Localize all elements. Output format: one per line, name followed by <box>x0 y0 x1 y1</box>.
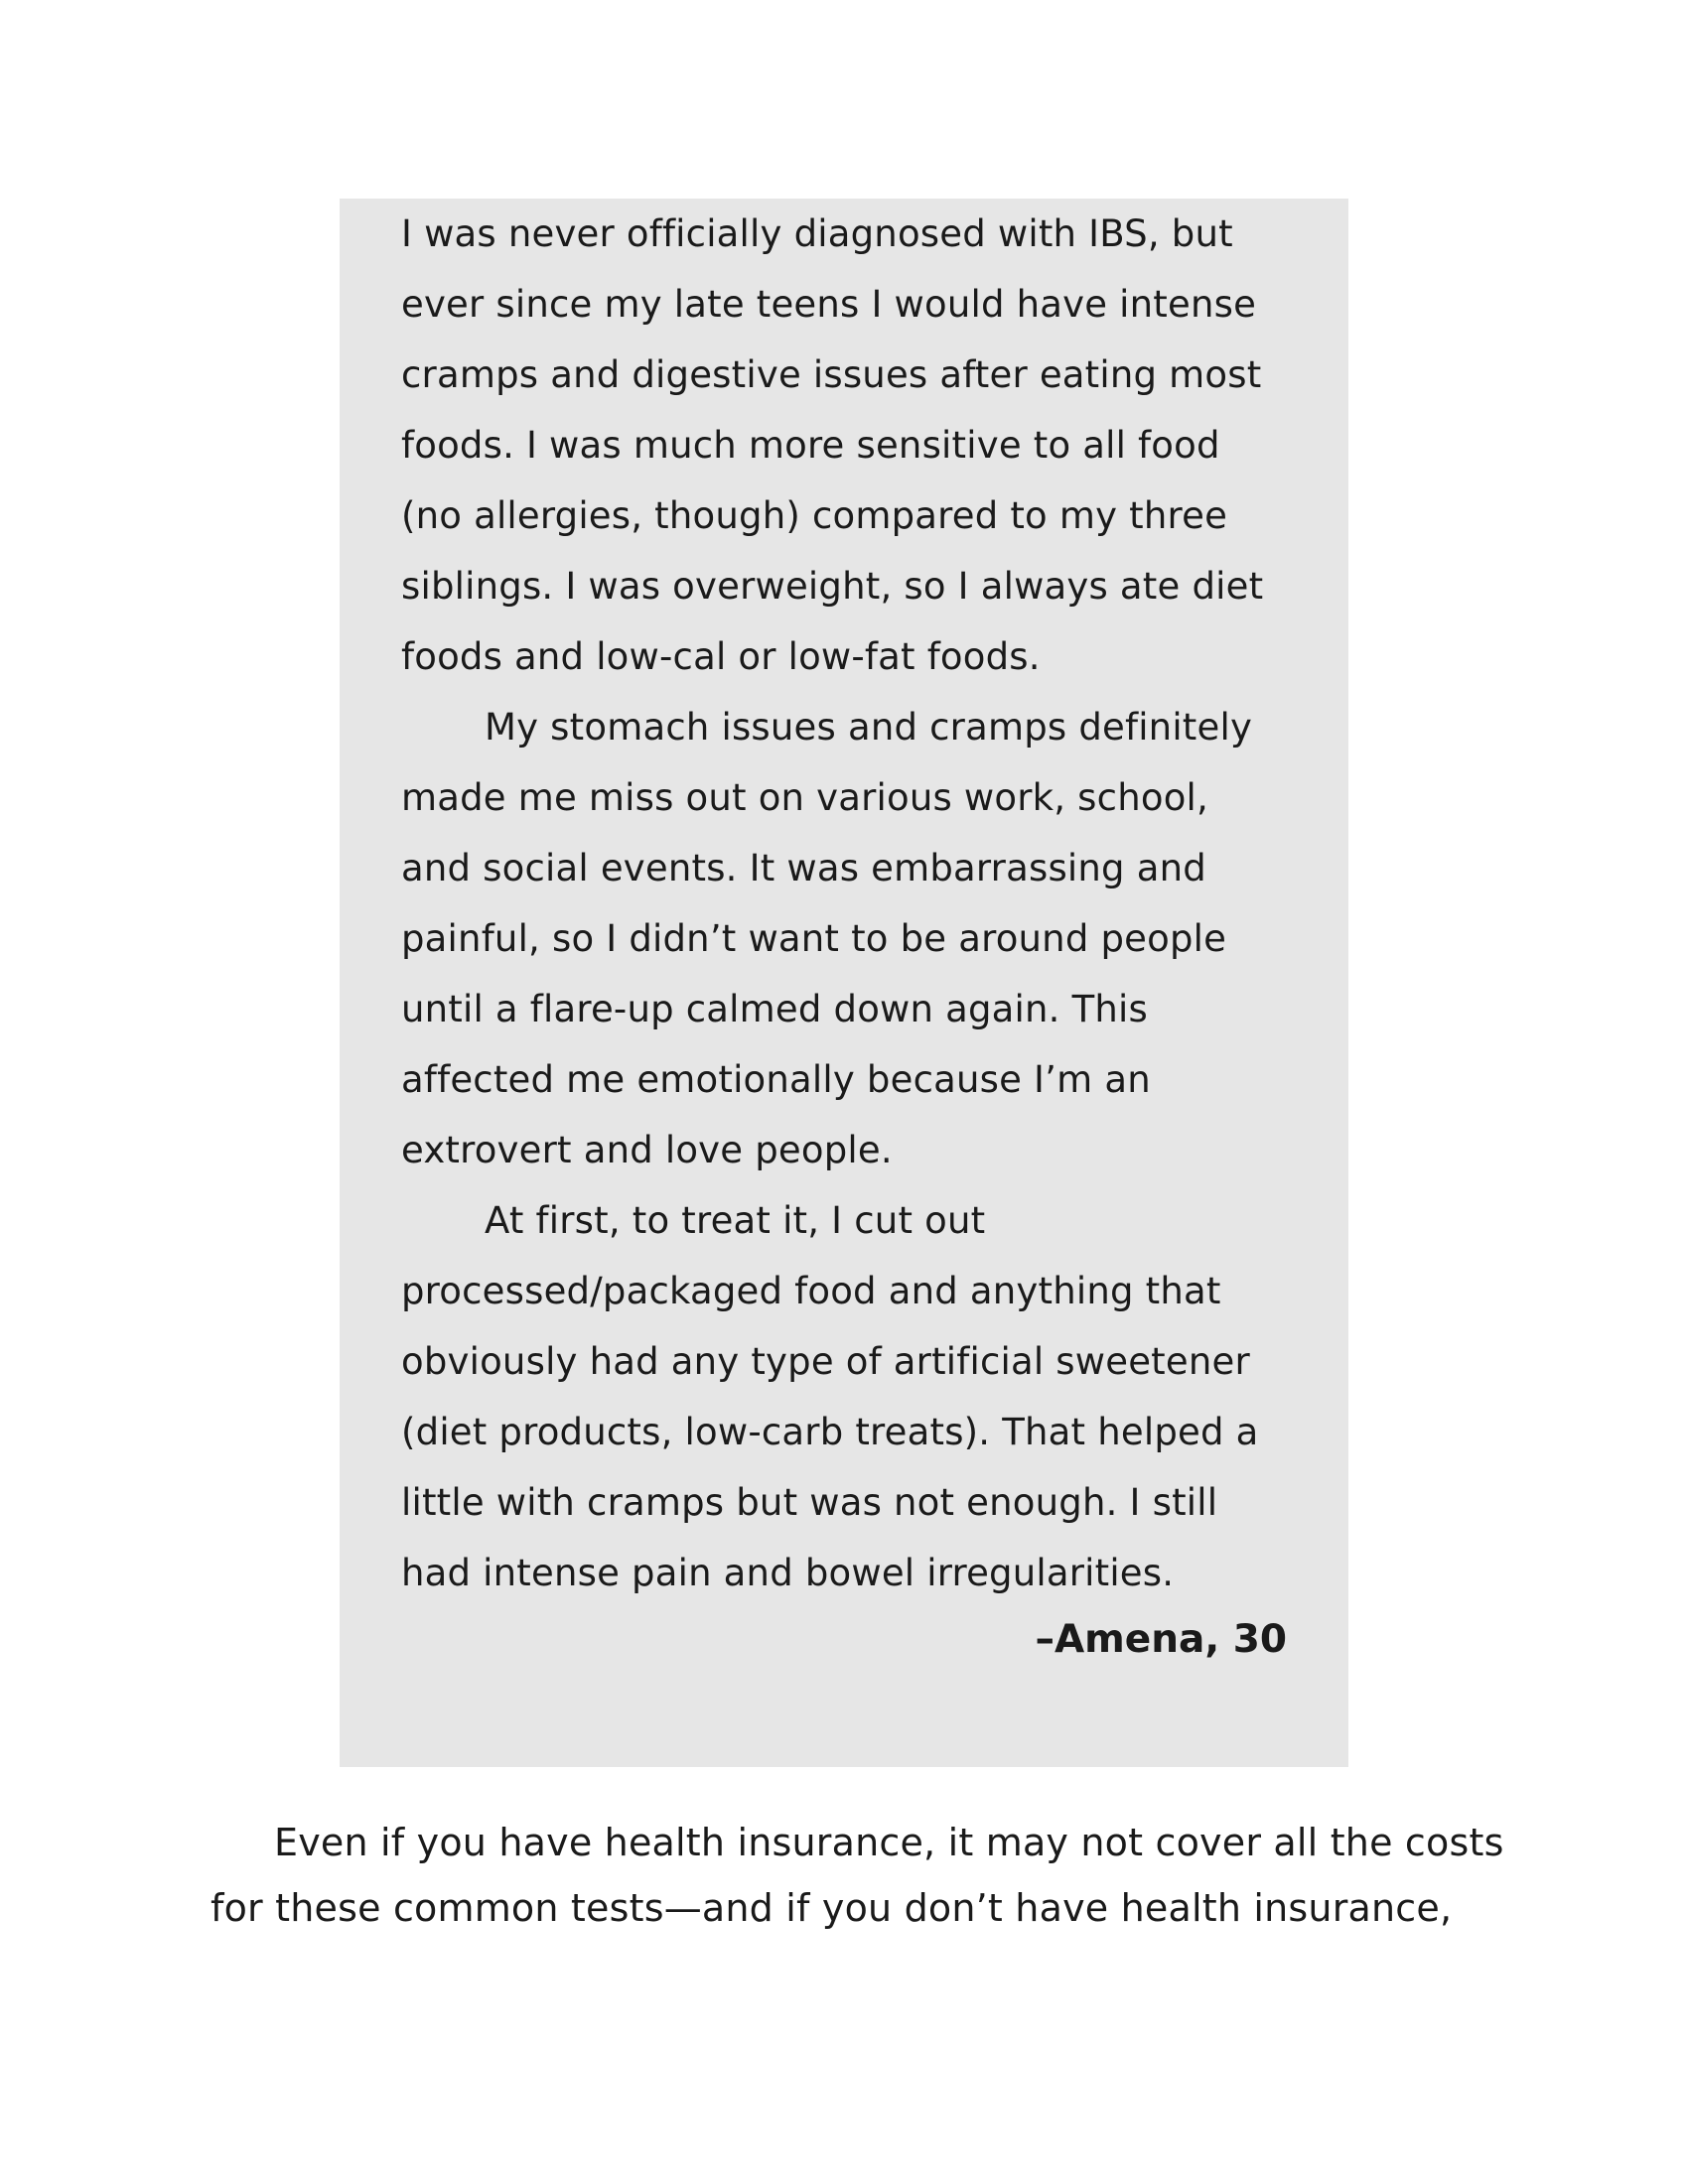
testimonial-box <box>340 199 1348 1767</box>
testimonial-line: made me miss out on various work, school, <box>401 776 1208 819</box>
body-paragraph <box>211 1810 1504 1941</box>
testimonial-line: extrovert and love people. <box>401 1129 893 1171</box>
testimonial-line: processed/packaged food and anything that <box>401 1270 1221 1312</box>
testimonial-line: until a flare-up calmed down again. This <box>401 988 1148 1030</box>
body-line: for these common tests—and if you don’t have health insurance, <box>211 1886 1453 1930</box>
testimonial-line: obviously had any type of artificial sweetener <box>401 1340 1250 1383</box>
testimonial-line: I was never officially diagnosed with IBS, but <box>401 212 1233 255</box>
testimonial-attribution: –Amena, 30 <box>1035 1617 1287 1662</box>
testimonial-line: and social events. It was embarrassing and <box>401 847 1206 889</box>
testimonial-line: (diet products, low-carb treats). That helped a <box>401 1411 1259 1453</box>
testimonial-line: affected me emotionally because I’m an <box>401 1058 1151 1101</box>
testimonial-text <box>401 199 1295 1608</box>
testimonial-line: had intense pain and bowel irregularities. <box>401 1552 1175 1594</box>
testimonial-line: ever since my late teens I would have intense <box>401 283 1257 326</box>
testimonial-line: painful, so I didn’t want to be around people <box>401 917 1227 960</box>
testimonial-line: little with cramps but was not enough. I still <box>401 1481 1218 1524</box>
testimonial-line: (no allergies, though) compared to my three <box>401 494 1228 537</box>
body-line: Even if you have health insurance, it may not cover all the costs <box>274 1821 1504 1864</box>
testimonial-line: cramps and digestive issues after eating most <box>401 353 1262 396</box>
testimonial-line: At first, to treat it, I cut out <box>485 1199 986 1242</box>
testimonial-line: foods and low-cal or low-fat foods. <box>401 635 1041 678</box>
testimonial-line: siblings. I was overweight, so I always ate diet <box>401 565 1264 608</box>
testimonial-line: foods. I was much more sensitive to all food <box>401 424 1220 467</box>
testimonial-line: My stomach issues and cramps definitely <box>485 706 1253 749</box>
